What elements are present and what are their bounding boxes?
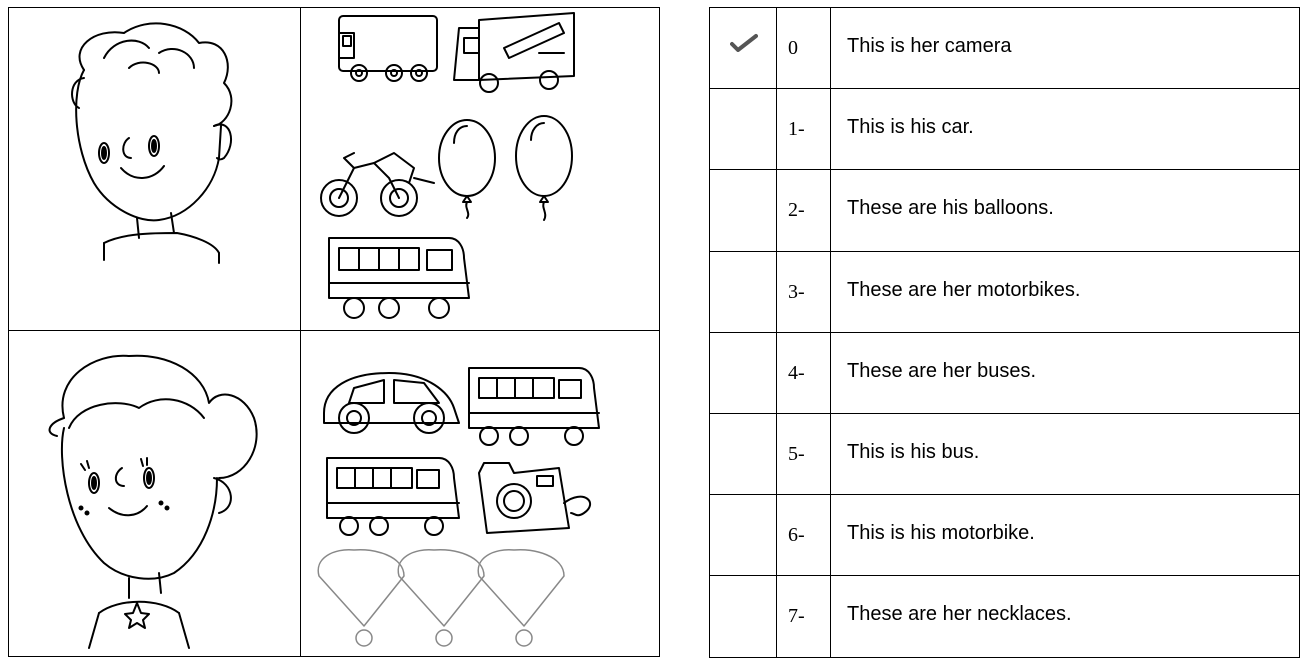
sentence-text: This is his motorbike. <box>847 522 1035 545</box>
sentence-row <box>710 8 1300 89</box>
sentence-row <box>710 170 1300 251</box>
item-number: 7- <box>788 605 805 628</box>
bus-icon <box>327 458 459 535</box>
sentence-row <box>710 413 1300 494</box>
girl-drawing <box>50 356 257 648</box>
check-box[interactable] <box>710 170 777 251</box>
sentence-row <box>710 89 1300 170</box>
checkmark-icon <box>730 32 758 52</box>
car-icon <box>324 373 459 433</box>
check-box[interactable] <box>710 8 777 89</box>
bus-icon <box>469 368 599 445</box>
necklace-icon <box>398 550 484 646</box>
sentence-row <box>710 495 1300 576</box>
bus-icon <box>329 238 469 318</box>
sentence-text: This is her camera <box>847 35 1012 57</box>
necklace-icon <box>318 550 404 646</box>
item-number: 4- <box>788 361 805 384</box>
check-box[interactable] <box>710 89 777 170</box>
sentence-table <box>709 7 1300 658</box>
picture-table <box>8 7 660 657</box>
sentence-row <box>710 332 1300 413</box>
check-box[interactable] <box>710 413 777 494</box>
check-box[interactable] <box>710 332 777 413</box>
check-box[interactable] <box>710 576 777 657</box>
item-number: 3- <box>788 280 805 303</box>
item-number: 2- <box>788 199 805 222</box>
boy-drawing <box>72 23 231 263</box>
truck-icon <box>339 16 437 81</box>
sentence-text: These are her buses. <box>847 359 1036 382</box>
sentence-text: These are his balloons. <box>847 197 1054 220</box>
item-number: 0 <box>788 37 798 59</box>
sentence-text: This is his bus. <box>847 440 980 463</box>
truck-icon <box>454 13 574 92</box>
camera-icon <box>479 463 590 533</box>
check-box[interactable] <box>710 251 777 332</box>
sentence-row <box>710 251 1300 332</box>
sentence-text: These are her motorbikes. <box>847 278 1081 301</box>
item-number: 6- <box>788 524 805 547</box>
sentence-row <box>710 576 1300 657</box>
worksheet-drawings <box>9 8 661 658</box>
balloon-icon <box>516 116 572 220</box>
item-number: 1- <box>788 118 805 141</box>
sentence-text: This is his car. <box>847 116 974 139</box>
motorbike-icon <box>321 153 434 216</box>
balloon-icon <box>439 120 495 218</box>
check-box[interactable] <box>710 495 777 576</box>
sentence-text: These are her necklaces. <box>847 603 1072 626</box>
necklace-icon <box>478 550 564 646</box>
item-number: 5- <box>788 442 805 465</box>
